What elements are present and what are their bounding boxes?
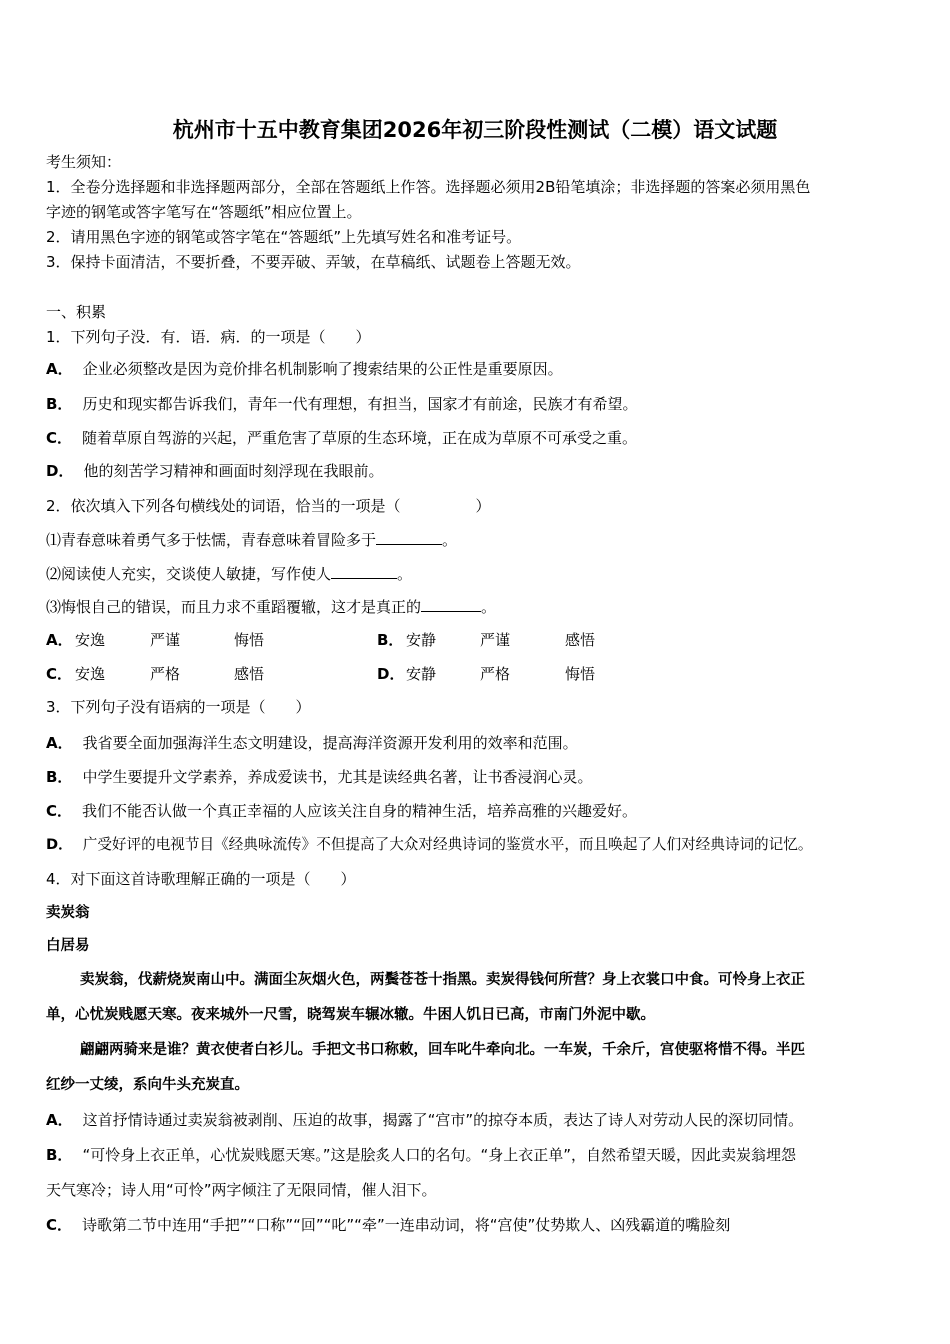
q2-options-row: C． 安逸 严格 感悟 D． 安静 严格 悔悟	[46, 665, 596, 683]
q3-option-c: C． 我们不能否认做一个真正幸福的人应该关注自身的精神生活，培养高雅的兴趣爱好。	[46, 802, 638, 820]
q2-sentence: ⑵阅读使人充实，交谈使人敏捷，写作使人 。	[46, 565, 413, 583]
q3-option-a: A． 我省要全面加强海洋生态文明建设，提高海洋资源开发利用的效率和范围。	[46, 734, 578, 752]
q3-stem: 3．下列句子没有语病的一项是（ ）	[46, 698, 311, 716]
q4-option-c: C． 诗歌第二节中连用“手把”“口称”“回”“叱”“牵”一连串动词，将“宫使”仗势欺人、凶残霸道的嘴脸刻	[46, 1216, 731, 1234]
notice-heading: 考生须知：	[46, 153, 122, 171]
poem-title: 卖炭翁	[46, 904, 90, 921]
section-heading: 一、积累	[46, 303, 107, 321]
q1-option-d: D． 他的刻苦学习精神和画面时刻浮现在我眼前。	[46, 462, 384, 480]
q3-option-b: B． 中学生要提升文学素养，养成爱读书，尤其是读经典名著，让书香浸润心灵。	[46, 768, 593, 786]
poem-author: 白居易	[46, 937, 90, 954]
page-title: 杭州市十五中教育集团2026年初三阶段性测试（二模）语文试题	[172, 118, 778, 142]
q2-sentence: ⑴青春意味着勇气多于怯懦，青春意味着冒险多于 。	[46, 531, 458, 549]
q2-options-row: A． 安逸 严谨 悔悟 B． 安静 严谨 感悟	[46, 631, 596, 649]
q4-option-a: A． 这首抒情诗通过卖炭翁被剥削、压迫的故事，揭露了“宫市”的掠夺本质，表达了诗人对劳动人民的深切同情。	[46, 1111, 804, 1129]
notice-item: 1．全卷分选择题和非选择题两部分，全部在答题纸上作答。选择题必须用2B铅笔填涂；非选择题的答案必须用黑色	[46, 178, 811, 196]
q2-sentence: ⑶悔恨自己的错误，而且力求不重蹈覆辙，这才是真正的 。	[46, 598, 497, 616]
poem-line: 卖炭翁，伐薪烧炭南山中。满面尘灰烟火色，两鬓苍苍十指黑。卖炭得钱何所营？身上衣裳口中食。可怜身上衣正	[80, 971, 805, 988]
q4-option-b: B． “可怜身上衣正单，心忧炭贱愿天寒。”这是脍炙人口的名句。“身上衣正单”，自然希望天暖，因此卖炭翁埋怨	[46, 1146, 797, 1164]
q3-option-d: D． 广受好评的电视节目《经典咏流传》不但提高了大众对经典诗词的鉴赏水平，而且唤起了人们对经典诗词的记忆。	[46, 836, 813, 853]
q4-option-b-cont: 天气寒冷；诗人用“可怜”两字倾注了无限同情，催人泪下。	[46, 1181, 437, 1199]
q1-stem: 1．下列句子没．有．语．病．的一项是（ ）	[46, 328, 371, 346]
q1-option-b: B． 历史和现实都告诉我们，青年一代有理想，有担当，国家才有前途，民族才有希望。	[46, 395, 638, 413]
notice-item: 3．保持卡面清洁，不要折叠，不要弄破、弄皱，在草稿纸、试题卷上答题无效。	[46, 253, 581, 271]
notice-item: 2．请用黑色字迹的钢笔或答字笔在“答题纸”上先填写姓名和准考证号。	[46, 228, 522, 246]
q2-stem: 2．依次填入下列各句横线处的词语，恰当的一项是（ ）	[46, 497, 491, 515]
q1-option-a: A． 企业必须整改是因为竞价排名机制影响了搜索结果的公正性是重要原因。	[46, 360, 563, 378]
poem-line: 单，心忧炭贱愿天寒。夜来城外一尺雪，晓驾炭车辗冰辙。牛困人饥日已高，市南门外泥中歇。	[46, 1006, 655, 1023]
q4-stem: 4．对下面这首诗歌理解正确的一项是（ ）	[46, 870, 356, 888]
notice-item: 字迹的钢笔或答字笔写在“答题纸”相应位置上。	[46, 203, 362, 221]
poem-line: 翩翩两骑来是谁？黄衣使者白衫儿。手把文书口称敕，回车叱牛牵向北。一车炭，千余斤，宫使驱将惜不得。半匹	[80, 1041, 805, 1058]
q1-option-c: C． 随着草原自驾游的兴起，严重危害了草原的生态环境，正在成为草原不可承受之重。	[46, 429, 638, 447]
poem-line: 红纱一丈绫，系向牛头充炭直。	[46, 1076, 249, 1093]
